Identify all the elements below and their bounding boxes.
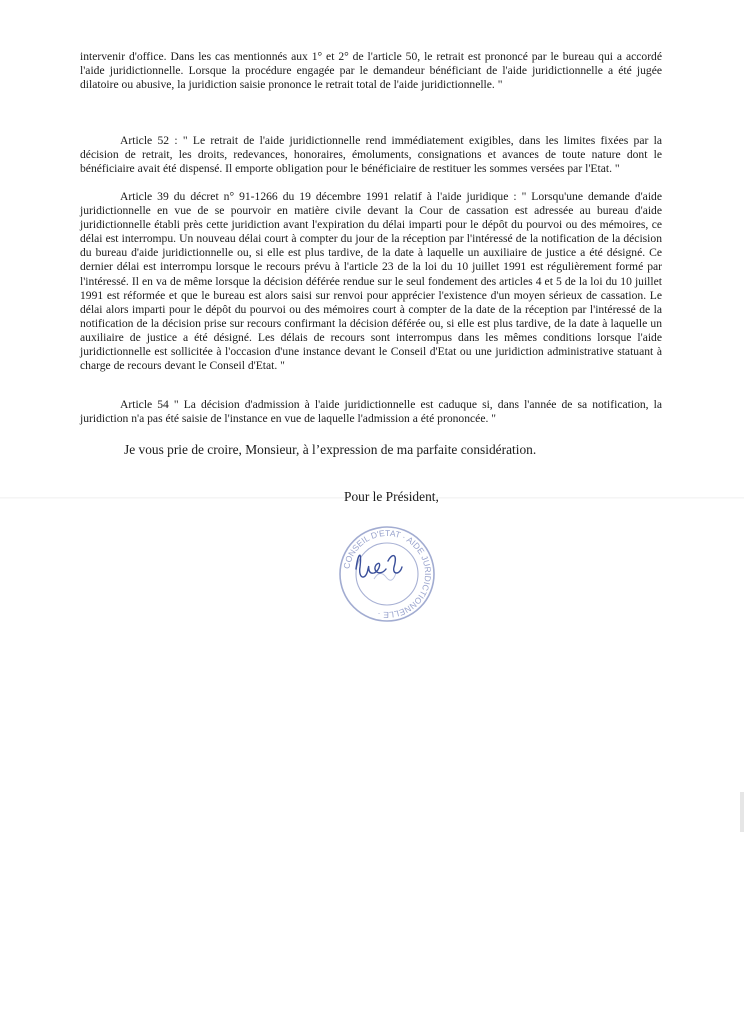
paragraph-article-54: Article 54 " La décision d'admission à l'aide juridictionnelle est caduque si, dans l'année de sa notification, la juridiction n'a pas été saisie de l'instance en vue de laquelle l'admission a été prononcée. ": [80, 398, 662, 426]
paragraph-article-52: Article 52 : " Le retrait de l'aide juridictionnelle rend immédiatement exigibles, dans les limites fixées par la décision de retrait, les droits, redevances, honoraires, émoluments, consignations et avances de toute nature dont le bénéficiaire avait été dispensé. Il emporte obligation pour le bénéficiaire de restituer les sommes versées par l'Etat. ": [80, 134, 662, 176]
signoff-line: Pour le Président,: [344, 489, 439, 504]
closing-formula: Je vous prie de croire, Monsieur, à l’expression de ma parfaite considération.: [124, 442, 537, 457]
svg-text:CONSEIL D'ETAT · AIDE JURIDICT: CONSEIL D'ETAT · AIDE JURIDICTIONNELLE ·: [341, 527, 434, 621]
paragraph-retrait-office: intervenir d'office. Dans les cas mentionnés aux 1° et 2° de l'article 50, le retrait est prononcé par le bureau qui a accordé l'aide juridictionnelle. Lorsque la procédure engagée par le demandeur bénéficiant de l'aide juridictionnelle a été jugée dilatoire ou abusive, la juridiction saisie prononce le retrait total de l'aide juridictionnelle. ": [80, 50, 662, 92]
official-stamp-with-signature: [336, 523, 438, 625]
scan-edge-mark: [740, 792, 744, 832]
paragraph-article-39: Article 39 du décret n° 91-1266 du 19 décembre 1991 relatif à l'aide juridique : " Lorsqu'une demande d'aide juridictionnelle en vue de se pourvoir en matière civile devant la Cour de cassation est adressée au bureau d'aide juridictionnelle établi près cette juridiction avant l'expiration du délai imparti pour le dépôt du pourvoi ou des mémoires, ce délai est interrompu. Un nouveau délai court à compter du jour de la réception par l'intéressé de la notification de la décision du bureau d'aide juridictionnelle ou, si elle est plus tardive, de la date à laquelle un auxiliaire de justice a été désigné. Ce dernier délai est interrompu lorsque le recours prévu à l'article 23 de la loi du 10 juillet 1991 est régulièrement formé par l'intéressé. Il en va de même lorsque la décision déférée rendue sur le seul fondement des articles 4 et 5 de la loi du 10 juillet 1991 est réformée et que le bureau est alors saisi sur renvoi pour apprécier l'existence d'un moyen sérieux de cassation. Le délai alors imparti pour le dépôt du pourvoi ou des mémoires court à compter de la date de la réception par l'intéressé de la notification de la décision prise sur recours confirmant la décision déférée ou, si elle est plus tardive, de la date à laquelle un auxiliaire de justice a été désigné. Les délais de recours sont interrompus dans les mêmes conditions lorsque l'aide juridictionnelle est sollicitée à l'occasion d'une instance devant le Conseil d'Etat ou une juridiction administrative statuant à charge de recours devant le Conseil d'Etat. ": [80, 190, 662, 373]
